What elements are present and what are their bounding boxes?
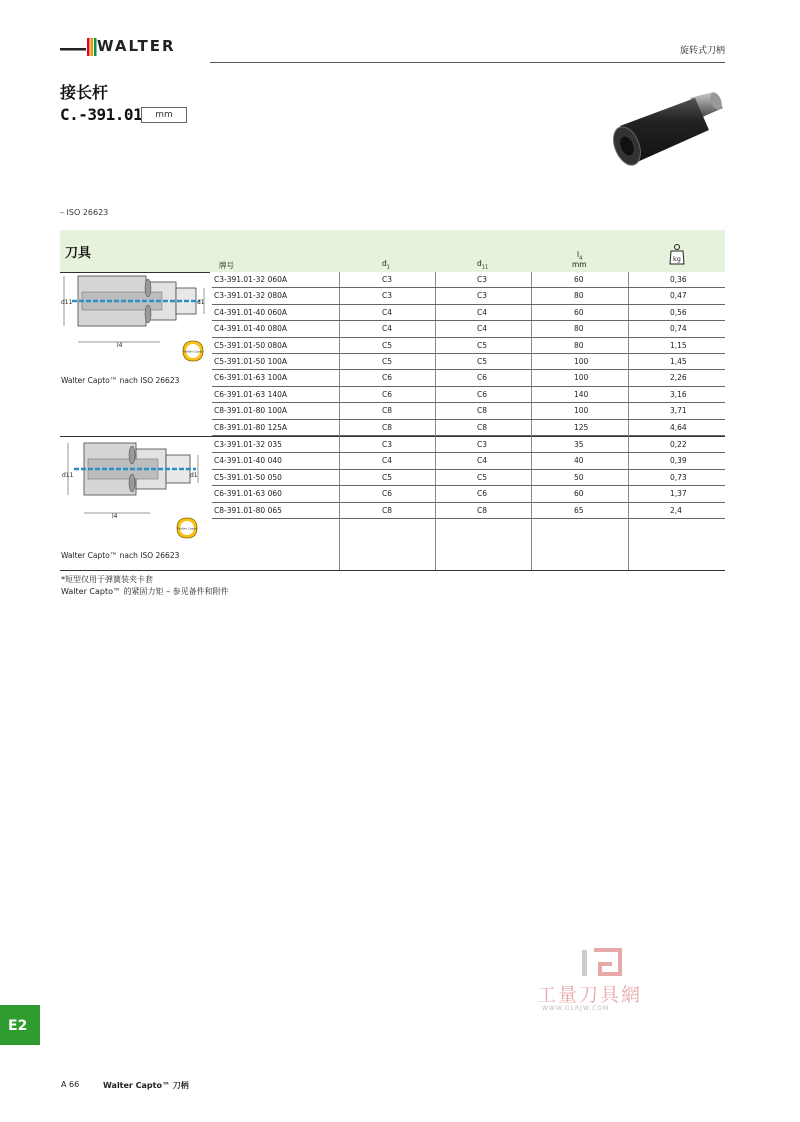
section-title: 旋转式刀柄 [679,46,725,56]
cell-weight: 0,74 [670,324,687,334]
svg-text:kg: kg [673,255,681,263]
cell-part-number: C3-391.01-32 035 [214,440,282,449]
cell-part-number: C4-391.01-40 060A [214,307,288,317]
cell-l4: 140 [574,389,589,399]
cell-weight: 1,15 [670,340,687,350]
cell-part-number: C8-391.01-80 125A [214,422,288,432]
cell-weight: 0,22 [670,440,687,449]
table-row [212,370,725,386]
svg-text:d1: d1 [190,472,198,479]
cell-part-number: C3-391.01-32 060A [214,275,288,284]
table-row [212,272,725,288]
table-bottom-rule [60,570,725,571]
cell-d1: C8 [382,422,393,432]
cell-d11: C3 [477,275,488,284]
cell-d11: C4 [477,324,488,334]
cell-l4: 80 [574,324,584,334]
cell-d11: C5 [477,356,488,366]
table-row [212,437,725,453]
cell-d1: C5 [382,340,393,350]
cell-d11: C4 [477,307,488,317]
cell-d1: C8 [382,406,393,416]
cell-d1: C8 [382,505,393,515]
table-group-1 [212,272,725,436]
cell-d11: C6 [477,489,488,499]
drawing-caption-1: Walter Capto™ nach ISO 26623 [61,376,180,385]
cell-weight: 0,39 [670,456,687,466]
cell-weight: 0,47 [670,291,687,301]
cell-d1: C4 [382,324,393,334]
product-code: C.-391.01 [60,105,143,124]
table-row [212,387,725,403]
cell-l4: 60 [574,307,584,317]
table-row [212,403,725,419]
cell-d1: C4 [382,307,393,317]
col-l4-unit: mm [572,260,587,269]
svg-text:l4: l4 [112,513,118,520]
table-row [212,486,725,502]
walter-capto-badge [176,517,198,539]
page-number: A 66 [61,1080,80,1089]
cell-part-number: C6-391.01-63 100A [214,373,288,383]
cell-l4: 80 [574,291,584,301]
cell-d1: C3 [382,275,393,284]
table-row [212,338,725,354]
cell-d1: C5 [382,472,393,482]
watermark-text: 工量刀具網 [537,984,643,1006]
cell-d1: C6 [382,373,393,383]
cell-l4: 100 [574,373,589,383]
watermark-url: WWW.GLRJW.COM [542,1005,610,1012]
cell-part-number: C8-391.01-80 100A [214,406,288,416]
table-row [212,503,725,519]
cell-l4: 35 [574,440,584,449]
cell-l4: 100 [574,406,589,416]
table-row [212,354,725,370]
product-name: 接长杆 [60,83,109,102]
cell-d11: C5 [477,340,488,350]
watermark-logo-icon [580,948,630,980]
brand-name: WALTER [97,37,176,55]
cell-weight: 3,16 [670,389,687,399]
cell-l4: 60 [574,489,584,499]
cell-l4: 80 [574,340,584,350]
cell-part-number: C3-391.01-32 080A [214,291,288,301]
svg-text:Walter Capto: Walter Capto [177,526,197,531]
svg-text:d11: d11 [62,472,74,479]
cell-d11: C3 [477,291,488,301]
cell-weight: 0,36 [670,275,687,284]
table-row [212,470,725,486]
unit-label: mm [141,107,187,123]
cell-part-number: C5-391.01-50 050 [214,472,282,482]
footnotes [61,574,229,598]
weight-icon [669,243,685,265]
cell-l4: 100 [574,356,589,366]
svg-text:d1: d1 [197,299,205,306]
cell-part-number: C5-391.01-50 100A [214,356,288,366]
cell-weight: 2,26 [670,373,687,383]
cell-part-number: C4-391.01-40 040 [214,456,282,466]
cell-l4: 40 [574,456,584,466]
svg-text:Walter Capto: Walter Capto [183,349,203,354]
cell-part-number: C8-391.01-80 065 [214,505,282,515]
table-header [60,230,725,272]
footnote-1: *短型仅用于弹簧装夹卡套 [61,575,153,584]
table-row [212,305,725,321]
cell-weight: 4,64 [670,422,687,432]
cell-d1: C6 [382,389,393,399]
product-image [605,88,730,178]
cell-d11: C4 [477,456,488,466]
section-label: 刀具 [65,246,92,261]
footnote-2: Walter Capto™ 的紧固力矩 – 参见备件和附件 [61,587,229,596]
col-d11: $d_{11}$ [477,259,489,271]
cell-d11: C5 [477,472,488,482]
drawing-caption-2: Walter Capto™ nach ISO 26623 [61,551,180,560]
cell-l4: 60 [574,275,584,284]
cell-d1: C6 [382,489,393,499]
cell-weight: 0,73 [670,472,687,482]
standard-note: – ISO 26623 [60,208,109,217]
col-l4: $l_4$ [577,250,583,262]
cell-part-number: C4-391.01-40 080A [214,324,288,334]
cell-weight: 2,4 [670,505,682,515]
cell-d11: C8 [477,505,488,515]
cell-weight: 1,37 [670,489,687,499]
cell-d1: C3 [382,440,393,449]
cell-part-number: C6-391.01-63 060 [214,489,282,499]
cell-part-number: C6-391.01-63 140A [214,389,288,399]
cell-weight: 0,56 [670,307,687,317]
cell-l4: 125 [574,422,589,432]
table-row [212,288,725,304]
cell-d1: C5 [382,356,393,366]
cell-l4: 65 [574,505,584,515]
cell-d11: C6 [477,373,488,383]
section-tab-label: E2 [8,1018,28,1034]
table-row [212,453,725,469]
cell-d11: C8 [477,406,488,416]
cell-d11: C3 [477,440,488,449]
cell-weight: 3,71 [670,406,687,416]
col-d1: $d_1$ [382,259,390,271]
cell-l4: 50 [574,472,584,482]
footer-title: Walter Capto™ 刀柄 [103,1081,189,1090]
cell-d1: C4 [382,456,393,466]
cell-d11: C6 [477,389,488,399]
cell-d11: C8 [477,422,488,432]
svg-text:l4: l4 [117,342,123,349]
table-group-2 [212,437,725,519]
svg-text:d11: d11 [61,299,73,306]
col-name: 牌号 [219,261,234,270]
technical-drawing-short [60,437,210,525]
walter-capto-badge [182,340,204,362]
cell-part-number: C5-391.01-50 080A [214,340,288,350]
cell-d1: C3 [382,291,393,301]
table-row [212,321,725,337]
header-rule [210,62,725,63]
cell-weight: 1,45 [670,356,687,366]
table-row [212,420,725,436]
